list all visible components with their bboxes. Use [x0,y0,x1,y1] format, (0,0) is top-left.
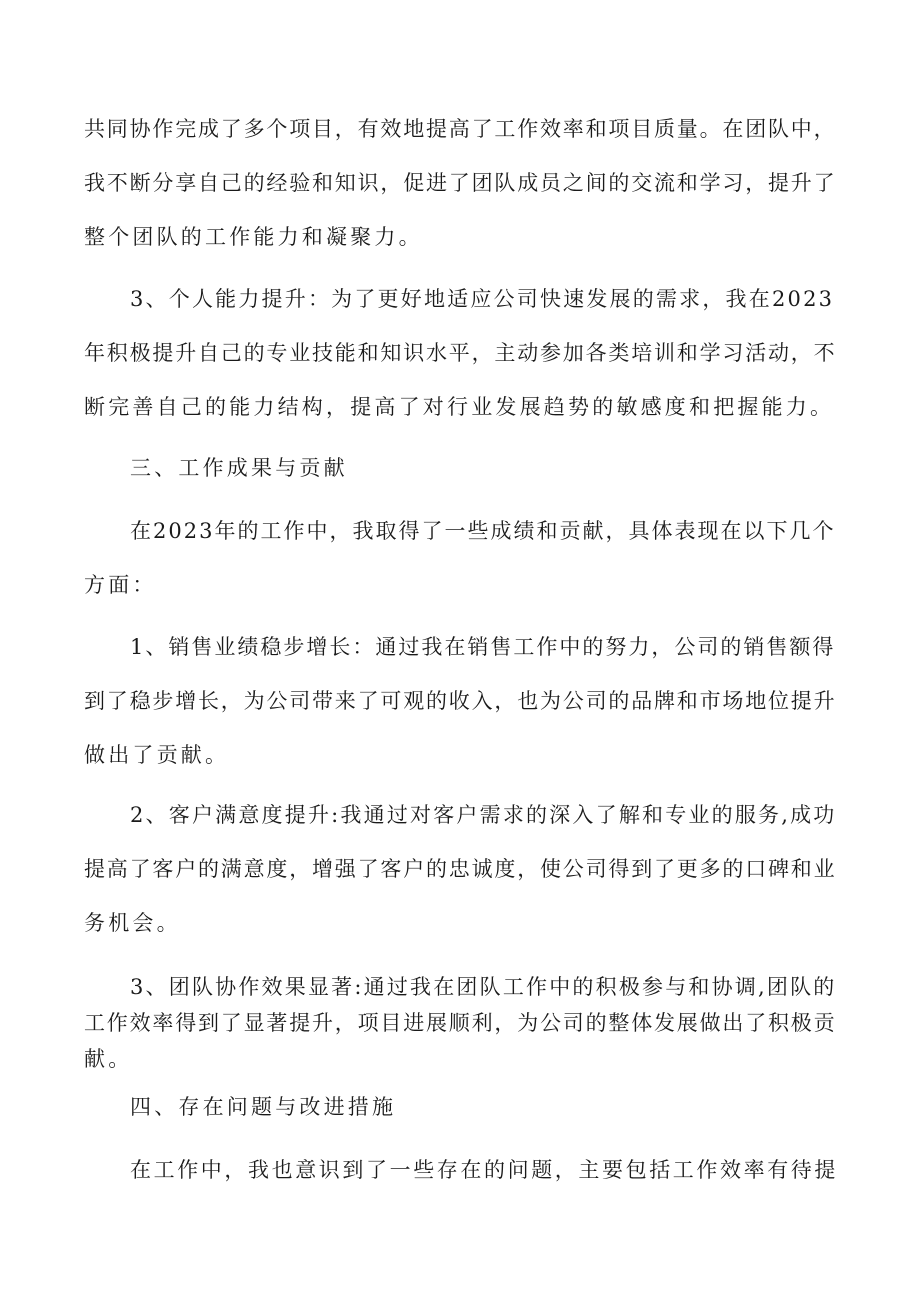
section-heading-text: 三、工作成果与贡献 [130,456,348,480]
text-line: 整个团队的工作能力和凝聚力。 [84,225,423,249]
paragraph-team-collaboration [84,102,840,264]
section-heading-text: 四、存在问题与改进措施 [130,1095,397,1119]
paragraph-customer-satisfaction [84,788,840,950]
text-line: 我不断分享自己的经验和知识，促进了团队成员之间的交流和学习，提升了 [84,171,837,195]
text-line: 方面： [84,573,157,597]
text-line: 在2023年的工作中，我取得了一些成绩和贡献，具体表现在以下几个 [130,519,836,543]
paragraph-results-intro [84,504,840,612]
text-line: 在工作中，我也意识到了一些存在的问题，主要包括工作效率有待提 [130,1158,838,1182]
text-line: 共同协作完成了多个项目，有效地提高了工作效率和项目质量。在团队中， [84,117,837,141]
text-line: 提高了客户的满意度，增强了客户的忠诚度，使公司得到了更多的口碑和业 [84,857,837,881]
text-line: 3、个人能力提升：为了更好地适应公司快速发展的需求，我在2023 [130,287,835,311]
text-line: 1、销售业绩稳步增长：通过我在销售工作中的努力，公司的销售额得 [130,635,836,659]
text-line: 年积极提升自己的专业技能和知识水平，主动参加各类培训和学习活动，不 [84,341,837,365]
text-line: 2、客户满意度提升:我通过对客户需求的深入了解和专业的服务,成功 [130,803,837,827]
paragraph-personal-ability [84,272,840,434]
text-line: 断完善自己的能力结构，提高了对行业发展趋势的敏感度和把握能力。 [84,395,835,419]
paragraph-problems-intro [84,1143,840,1197]
text-line: 3、团队协作效果显著:通过我在团队工作中的积极参与和协调,团队的 [130,975,837,999]
section-heading-results [84,441,840,495]
paragraph-sales-growth [84,620,840,782]
text-line: 工作效率得到了显著提升，项目进展顺利，为公司的整体发展做出了积极贡 [84,1011,837,1035]
section-heading-problems [84,1080,840,1134]
paragraph-team-effect [84,969,840,1077]
text-line: 献。 [84,1047,133,1071]
text-line: 做出了贡献。 [84,743,230,767]
text-line: 到了稳步增长，为公司带来了可观的收入，也为公司的品牌和市场地位提升 [84,689,837,713]
text-line: 务机会。 [84,911,181,935]
